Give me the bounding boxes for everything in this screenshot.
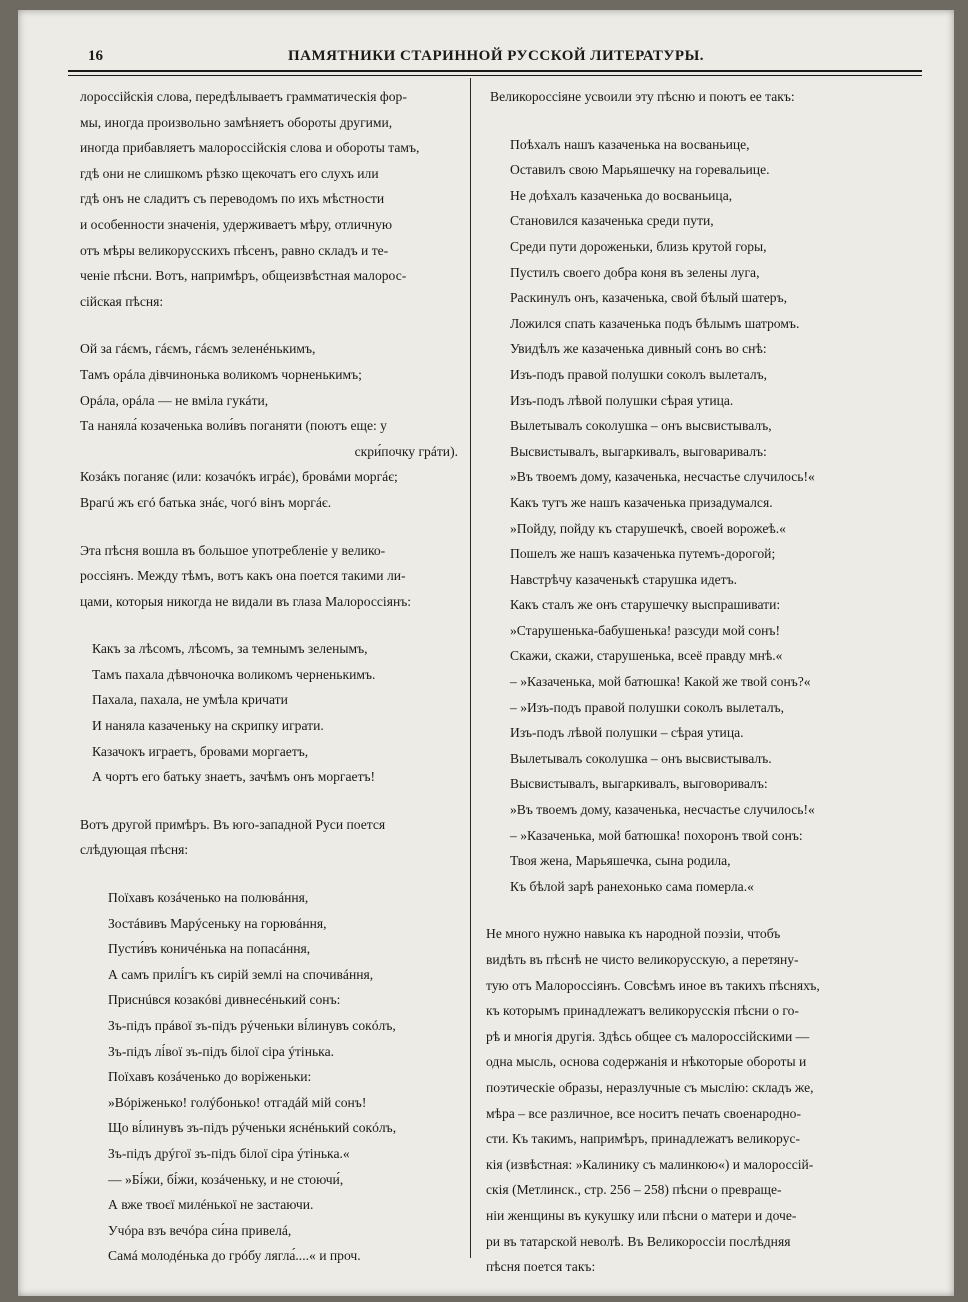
paragraph-4: Не много нужно навыка къ народной поэзіи, чтобъ видѣть въ пѣснѣ не чисто великорусскую, а перетяну- тую отъ Малороссіянъ. Совсѣмъ иное въ такихъ пѣсняхъ, къ которымъ принадлежатъ великорусскія пѣсни о го- рѣ и многія другія. Здѣсь общее съ малороссійскими — одна мысль, основа содержанія и нѣкоторые обороты и поэтическіе образы, неразлучные съ мыслію: складъ же, мѣра – все различное, все носитъ печать своенародно- сти. Къ такимъ, напримѣръ, принадлежатъ великорус- кія (извѣстная: »Калинику съ малинкою«) и малороссій- скія (Метлинск., стр. 256 – 258) пѣсни о превраще- ніи женщины въ кукушку или пѣсни о матери и доче- ри въ татарской неволѣ. Въ Великороссіи послѣдняя пѣсня поется такъ: xyxy=(486,926,820,1275)
verse-ukrainian-2: Поїхавъ козáченько на полювáння, Зостáвивъ Марýсеньку на горювáння, Пусти́въ коничéнька на попасáння, А самъ прилі́гъ къ сирій землі на спочивáння, Приснúвся козакóві дивнесéнький сонъ: Зъ-підъ прáвої зъ-підъ рýченьки ві́линувъ сокóлъ, Зъ-підъ лі́вої зъ-підъ білої сіра ýтінька. Поїхавъ козáченько до воріженьки: »Вóріженько! голýбонько! отгадáй мій сонъ! Що ві́линувъ зъ-підъ рýченьки яснéнький сокóлъ, Зъ-підъ дрýгої зъ-підъ білої сіра ýтінька.« — »Бі́жи, бі́жи, козáченьку, и не стоючи́, А вже твоєї милéнької не застаючи. Учóра взъ вечóра си́на привелá, Самá молодéнька до грóбу лягла́....« и проч. xyxy=(108,890,397,1264)
running-title: ПАМЯТНИКИ СТАРИННОЙ РУССКОЙ ЛИТЕРАТУРЫ. xyxy=(287,48,705,64)
header-rule-thin xyxy=(68,75,922,76)
verse-russian-2: Поѣхалъ нашъ казаченька на восваньице, Оставилъ свою Марьяшечку на горевальице. Не доѣхалъ казаченька до восваньица, Становился казаченька среди пути, Среди пути дороженьки, близь крутой горы, Пустилъ своего добра коня въ зелены луга, Раскинулъ онъ, казаченька, свой бѣлый шатеръ, Ложился спать казаченька подъ бѣлымъ шатромъ. Увидѣлъ же казаченька дивный сонъ во снѣ: Изъ-подъ правой полушки соколъ вылеталъ, Изъ-подъ лѣвой полушки сѣрая утица. Вылетывалъ соколушка – онъ высвистывалъ, Высвистывалъ, выгаркивалъ, выговаривалъ: »Въ твоемъ дому, казаченька, несчастье случилось!« Какъ тутъ же нашъ казаченька призадумался. »Пойду, пойду къ старушечкѣ, своей ворожеѣ.« Пошелъ же нашъ казаченька путемъ-дорогой; Навстрѣчу казаченькѣ старушка идетъ. Какъ сталъ же онъ старушечку выспрашивати: »Старушенька-бабушенька! разсуди мой сонъ! Скажи, скажи, старушенька, всеё правду мнѣ.« – »Казаченька, мой батюшка! Какой же твой сонъ?« – »Изъ-подъ правой полушки соколъ вылеталъ, Изъ-подъ лѣвой полушки – сѣрая утица. Вылетывалъ соколушка – онъ высвистывалъ. Высвистывалъ, выгаркивалъ, выговоривалъ: »Въ твоемъ дому, казаченька, несчастье случилось!« – »Казаченька, мой батюшка! похоронъ твой сонъ: Твоя жена, Марьяшечка, сына родила, Къ бѣлой зарѣ ранехонько сама померла.« xyxy=(510,136,815,894)
column-divider xyxy=(470,78,471,1258)
left-column xyxy=(80,84,458,1269)
paragraph-1: лороссійскія слова, передѣлываетъ грамматическія фор- мы, иногда произвольно замѣняетъ обороты другими, иногда прибавляетъ малороссійскія слова и обороты тамъ, гдѣ они не слишкомъ рѣзко щекочатъ его слухъ или гдѣ онъ не сладитъ съ переводомъ по ихъ мѣстности и особенности значенія, удерживаетъ мѣру, отличную отъ мѣры великорусскихъ пѣсенъ, равно складъ и те- ченіе пѣсни. Вотъ, напримѣръ, общеизвѣстная малорос- сійская пѣсня: xyxy=(80,89,420,309)
verse-russian-1: Какъ за лѣсомъ, лѣсомъ, за темнымъ зеленымъ, Тамъ пахала дѣвчоночка воликомъ черненькимъ. Пахала, пахала, не умѣла кричати И наняла казаченьку на скрипку играти. Казачокъ играетъ, бровами моргаетъ, А чортъ его батьку знаетъ, зачѣмъ онъ моргаетъ! xyxy=(92,641,376,785)
verse-ukrainian-1: Ой за гáємъ, гáємъ, гáємъ зеленéнькимъ, Тамъ орáла дівчинонька воликомъ чорненькимъ; Орáла, орáла — не вміла гукáти, Та наняла́ козаченька воли́въ поганяти (поютъ еще: у xyxy=(80,341,387,434)
header-rule-thick xyxy=(68,70,922,72)
verse-ukrainian-1-continuation: скри́почку грáти). xyxy=(354,443,458,459)
paragraph-3: Вотъ другой примѣръ. Въ юго-западной Руси поется слѣдующая пѣсня: xyxy=(80,816,386,858)
right-column xyxy=(486,84,906,1280)
page-number: 16 xyxy=(88,48,103,64)
right-intro: Великороссіяне усвоили эту пѣсню и поютъ ее такъ: xyxy=(490,89,795,104)
paragraph-2: Эта пѣсня вошла въ большое употребленіе у велико- россіянъ. Между тѣмъ, вотъ какъ она поется такими ли- цами, которыя никогда не видали въ глаза Малороссіянъ: xyxy=(80,542,412,609)
verse-ukrainian-1-end: Козáкъ поганяє (или: козачóкъ игрáє), бровáми моргáє; Врагú жъ єгó батька знáє, чогó вінъ моргáє. xyxy=(80,469,398,510)
